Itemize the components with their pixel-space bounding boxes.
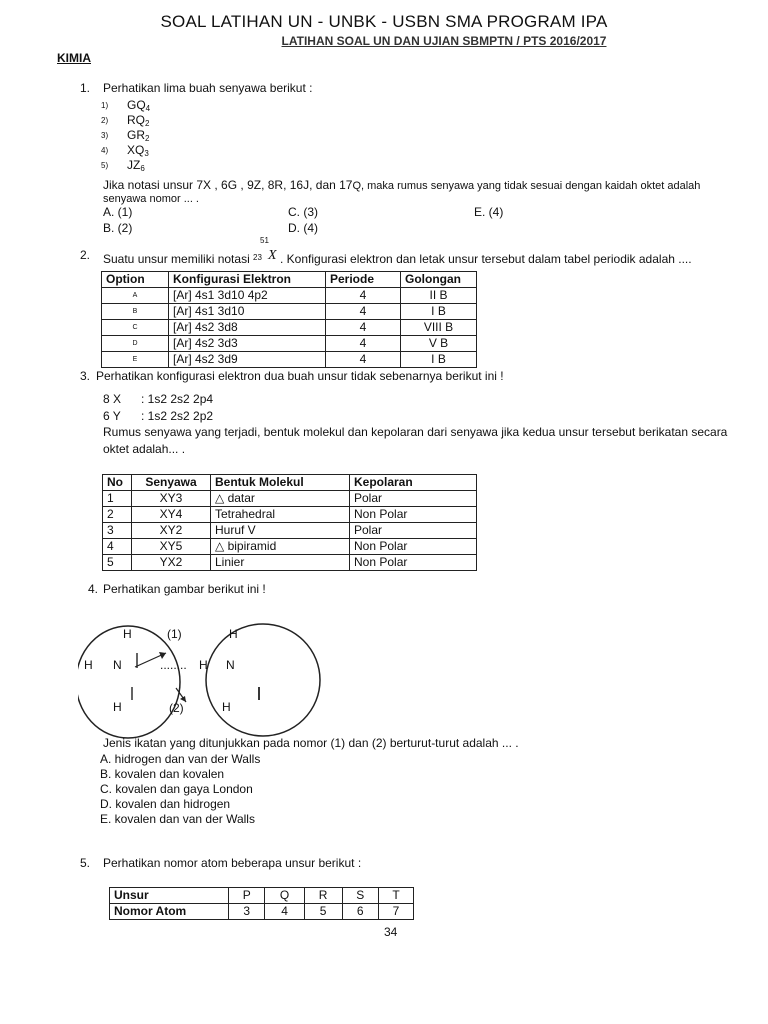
q3-x-label: 8 X — [103, 392, 122, 406]
q5-row-nomor-atom — [110, 904, 414, 920]
q2-cell-gol: II B — [401, 288, 477, 304]
q4-option[interactable]: E. kovalen dan van der Walls — [100, 812, 255, 826]
q1-option-a[interactable]: A. (1) — [103, 205, 133, 219]
q3-cell-s: YX2 — [132, 555, 211, 571]
q5-cell: T — [378, 888, 413, 904]
diagram-label-1: (1) — [167, 627, 182, 641]
diagram-h-middle: H — [199, 658, 208, 672]
q5-row-unsur — [110, 888, 414, 904]
q2-col-periode: Periode — [326, 272, 401, 288]
diagram-n-right: N — [226, 658, 235, 672]
q3-cell-b: Linier — [211, 555, 350, 571]
q2-cell-per: 4 — [326, 288, 401, 304]
q2-col-konfigurasi: Konfigurasi Elektron — [169, 272, 326, 288]
q2-col-golongan: Golongan — [401, 272, 477, 288]
q2-cell-opt: C — [102, 320, 169, 336]
q5-number: 5. — [80, 856, 91, 870]
q2-cell-opt: D — [102, 336, 169, 352]
q4-number: 4. — [88, 582, 99, 596]
q4-option[interactable]: A. hidrogen dan van der Walls — [100, 752, 261, 766]
q3-stem: Perhatikan konfigurasi elektron dua buah unsur tidak sebenarnya berikut ini ! — [96, 369, 504, 383]
q1-option-e[interactable]: E. (4) — [474, 205, 504, 219]
q1-text-line1: Jika notasi unsur 7X , 6G , 9Z, 8R, 16J, dan 17Q, maka rumus senyawa yang tidak sesuai dengan kaidah oktet adalah — [103, 178, 701, 192]
diagram-h-top-right: H — [229, 627, 238, 641]
q3-cell-s: XY5 — [132, 539, 211, 555]
q3-cell-s: XY3 — [132, 491, 211, 507]
q5-cell: 4 — [265, 904, 304, 920]
q1-item-number: 5) — [101, 161, 109, 170]
q3-cell-s: XY2 — [132, 523, 211, 539]
q3-cell-no: 3 — [103, 523, 132, 539]
molecule-right-circle — [206, 624, 320, 736]
q2-cell-gol: I B — [401, 352, 477, 368]
q3-number: 3. — [80, 369, 91, 383]
q3-cell-b: △ datar — [211, 491, 350, 507]
q3-text-line1: Rumus senyawa yang terjadi, bentuk molekul dan kepolaran dari senyawa jika kedua unsur tersebut berikatan secara — [103, 425, 728, 439]
table-row — [103, 491, 477, 507]
q2-cell-conf: [Ar] 4s1 3d10 — [169, 304, 326, 320]
q2-cell-per: 4 — [326, 352, 401, 368]
q1-option-c[interactable]: C. (3) — [288, 205, 318, 219]
q3-cell-b: Tetrahedral — [211, 507, 350, 523]
q2-mass-number: 51 — [260, 236, 269, 245]
q2-cell-opt: A — [102, 288, 169, 304]
q3-cell-k: Polar — [350, 523, 477, 539]
molecule-left-circle — [78, 626, 180, 738]
q3-y-label: 6 Y — [103, 409, 121, 423]
table-row — [103, 539, 477, 555]
q5-cell: Nomor Atom — [110, 904, 229, 920]
table-row — [102, 352, 477, 368]
q2-symbol: X — [268, 248, 277, 263]
q3-cell-k: Non Polar — [350, 507, 477, 523]
q1-option-d[interactable]: D. (4) — [288, 221, 318, 235]
q2-cell-gol: VIII B — [401, 320, 477, 336]
q1-item-formula: JZ6 — [127, 158, 145, 173]
q1-item-formula: XQ3 — [127, 143, 149, 158]
table-row — [103, 507, 477, 523]
table-row — [102, 320, 477, 336]
q3-x-config: : 1s2 2s2 2p4 — [141, 392, 214, 406]
q5-cell: Unsur — [110, 888, 229, 904]
q5-stem: Perhatikan nomor atom beberapa unsur berikut : — [103, 856, 362, 870]
diagram-dots: ........ — [160, 658, 187, 672]
table-row — [102, 304, 477, 320]
q5-table — [109, 887, 414, 920]
q2-cell-opt: E — [102, 352, 169, 368]
section-heading: KIMIA — [57, 51, 91, 65]
q4-text: Jenis ikatan yang ditunjukkan pada nomor (1) dan (2) berturut-turut adalah ... . — [103, 736, 519, 750]
q2-cell-gol: V B — [401, 336, 477, 352]
q3-cell-no: 1 — [103, 491, 132, 507]
q4-hydrogen-bond-diagram — [78, 620, 338, 742]
diagram-h-bottom-left: H — [113, 700, 122, 714]
q2-stem-a: Suatu unsur memiliki notasi — [103, 252, 250, 266]
q1-item-formula: GR2 — [127, 128, 150, 143]
q1-item-formula: RQ2 — [127, 113, 150, 128]
q3-col-senyawa: Senyawa — [132, 475, 211, 491]
q5-cell: 7 — [378, 904, 413, 920]
table-row — [102, 336, 477, 352]
q1-text-line2: senyawa nomor ... . — [103, 193, 199, 205]
q2-cell-conf: [Ar] 4s2 3d3 — [169, 336, 326, 352]
q1-item-formula: GQ4 — [127, 98, 151, 113]
q5-cell: 5 — [304, 904, 342, 920]
q3-cell-k: Non Polar — [350, 555, 477, 571]
q5-cell: P — [229, 888, 265, 904]
q2-cell-conf: [Ar] 4s1 3d10 4p2 — [169, 288, 326, 304]
q4-stem: Perhatikan gambar berikut ini ! — [103, 582, 266, 596]
table-row — [102, 288, 477, 304]
q3-cell-b: Huruf V — [211, 523, 350, 539]
q3-col-kepolaran: Kepolaran — [350, 475, 477, 491]
diagram-h-left: H — [84, 658, 93, 672]
q2-cell-opt: B — [102, 304, 169, 320]
q2-cell-conf: [Ar] 4s2 3d9 — [169, 352, 326, 368]
q1-option-b[interactable]: B. (2) — [103, 221, 133, 235]
diagram-h-top-left: H — [123, 627, 132, 641]
q2-table-header — [102, 272, 477, 288]
page-title: SOAL LATIHAN UN - UNBK - USBN SMA PROGRAM IPA — [160, 12, 608, 31]
q2-col-option: Option — [102, 272, 169, 288]
q3-col-bentuk: Bentuk Molekul — [211, 475, 350, 491]
q3-cell-s: XY4 — [132, 507, 211, 523]
q3-cell-no: 4 — [103, 539, 132, 555]
q5-cell: 6 — [342, 904, 378, 920]
q3-text-line2: oktet adalah... . — [103, 442, 186, 456]
q5-cell: 3 — [229, 904, 265, 920]
table-row — [103, 555, 477, 571]
page-number: 34 — [384, 925, 398, 939]
q2-table — [101, 271, 477, 368]
q2-cell-conf: [Ar] 4s2 3d8 — [169, 320, 326, 336]
q2-stem-b: . Konfigurasi elektron dan letak unsur tersebut dalam tabel periodik adalah .... — [280, 252, 692, 266]
q3-table — [102, 474, 477, 571]
q3-cell-no: 5 — [103, 555, 132, 571]
q3-y-config: : 1s2 2s2 2p2 — [141, 409, 214, 423]
q4-option[interactable]: B. kovalen dan kovalen — [100, 767, 225, 781]
table-row — [103, 523, 477, 539]
q3-table-header — [103, 475, 477, 491]
page-subtitle: LATIHAN SOAL UN DAN UJIAN SBMPTN / PTS 2016/2017 — [281, 34, 607, 48]
q1-item-number: 4) — [101, 146, 109, 155]
q1-stem: Perhatikan lima buah senyawa berikut : — [103, 81, 313, 95]
q1-item-number: 3) — [101, 131, 109, 140]
q5-cell: S — [342, 888, 378, 904]
diagram-h-bottom-right: H — [222, 700, 231, 714]
q3-cell-k: Polar — [350, 491, 477, 507]
q1-number: 1. — [80, 81, 91, 95]
q3-cell-k: Non Polar — [350, 539, 477, 555]
q3-cell-no: 2 — [103, 507, 132, 523]
q3-col-no: No — [103, 475, 132, 491]
q4-option[interactable]: D. kovalen dan hidrogen — [100, 797, 231, 811]
q5-cell: Q — [265, 888, 304, 904]
diagram-n-left: N — [113, 658, 122, 672]
q2-number: 2. — [80, 248, 91, 262]
q2-cell-gol: I B — [401, 304, 477, 320]
q2-cell-per: 4 — [326, 304, 401, 320]
q5-cell: R — [304, 888, 342, 904]
q2-atomic-number: 23 — [253, 253, 262, 262]
diagram-label-2: (2) — [169, 701, 184, 715]
q1-item-number: 2) — [101, 116, 109, 125]
q4-option[interactable]: C. kovalen dan gaya London — [100, 782, 253, 796]
q1-item-number: 1) — [101, 101, 109, 110]
q2-cell-per: 4 — [326, 320, 401, 336]
q3-cell-b: △ bipiramid — [211, 539, 350, 555]
q2-cell-per: 4 — [326, 336, 401, 352]
